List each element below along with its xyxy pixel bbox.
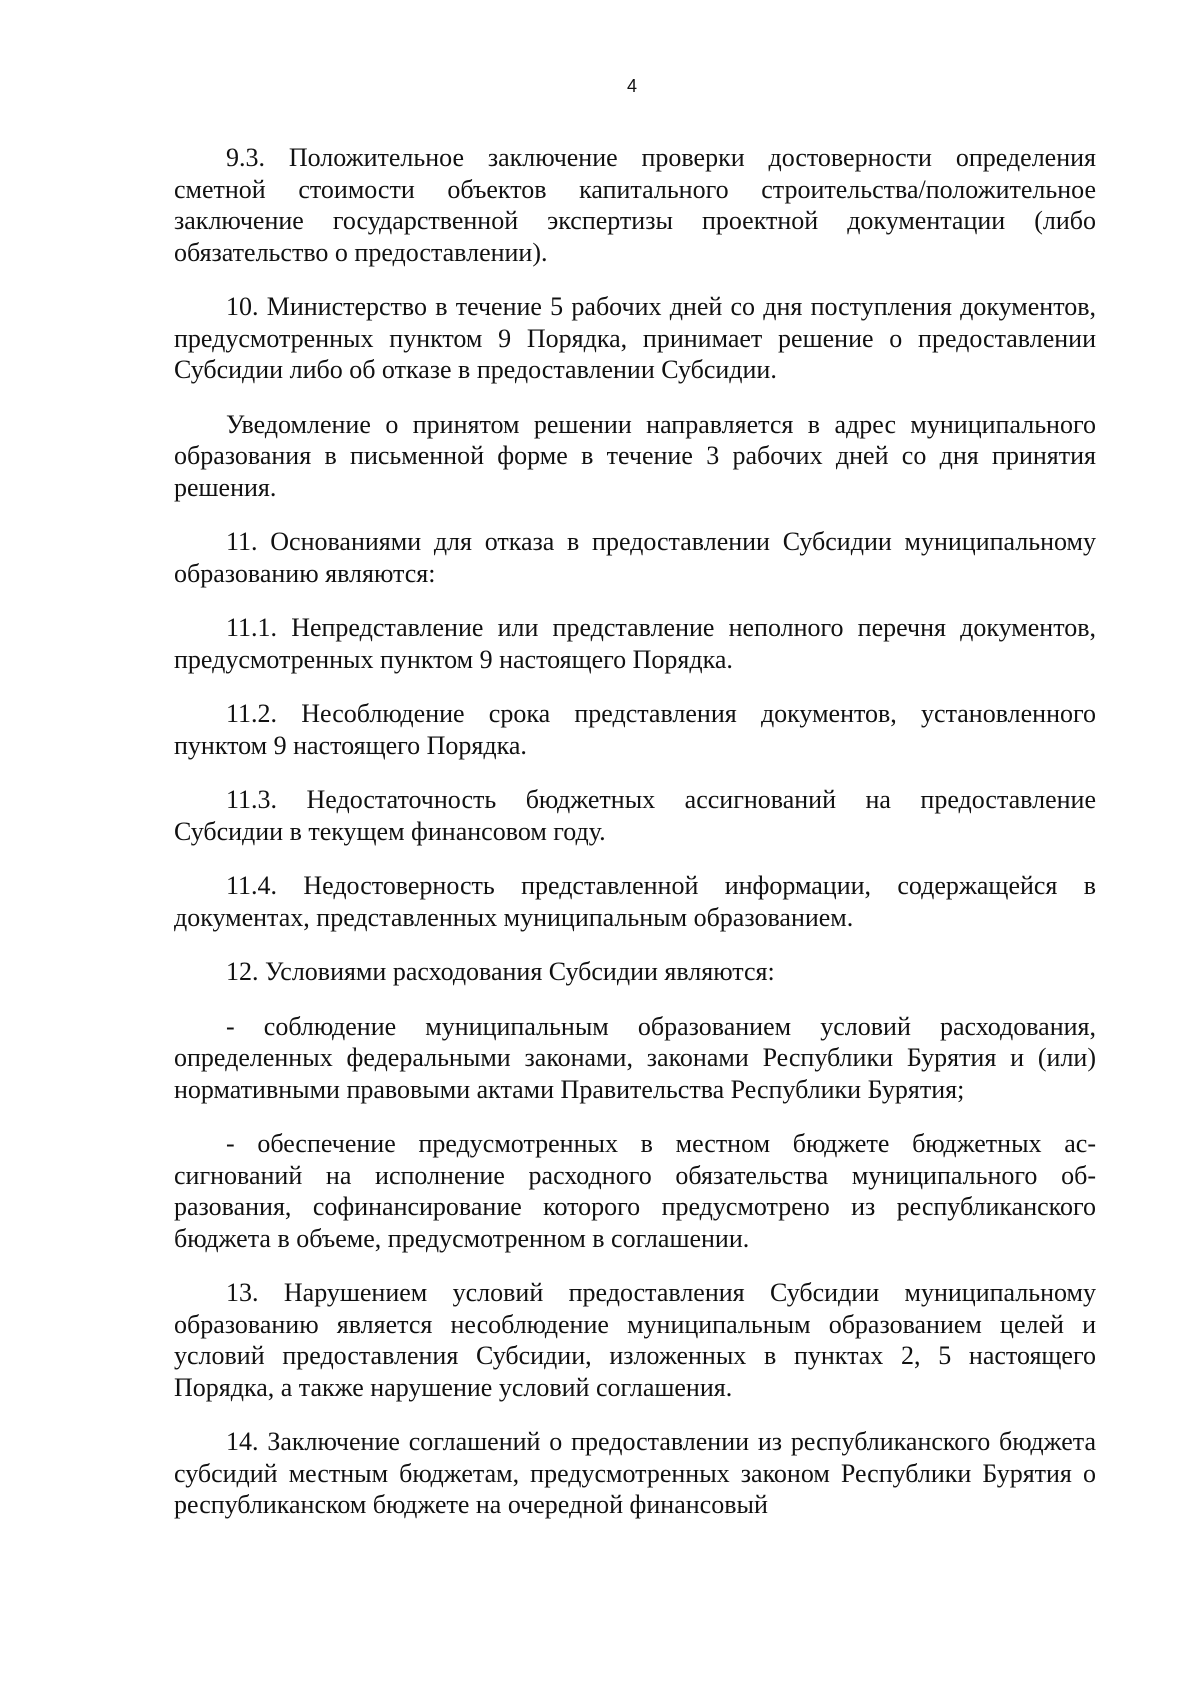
paragraph-11: 11. Основаниями для отказа в предоставлении Субсидии муниципальному образованию являются: xyxy=(174,527,1096,588)
paragraph-12-item-1: - соблюдение муниципальным образованием условий расходования, определенных федеральными законами, законами Республики Бурятия и (или) нормативными правовыми актами Правительства Республики Бурятия; xyxy=(174,1011,1096,1104)
paragraph-11-4: 11.4. Недостоверность представленной информации, содержащейся в документах, представленных муниципальным образованием. xyxy=(174,871,1096,932)
paragraph-notification: Уведомление о принятом решении направляется в адрес муниципального образования в письменной форме в течение 3 рабочих дней со дня принятия решения. xyxy=(174,409,1096,502)
paragraph-14: 14. Заключение соглашений о предоставлении из республиканского бюджета субсидий местным бюджетам, предусмотренных законом Республики Бурятия о республиканском бюджете на очередной финансовый xyxy=(174,1427,1096,1519)
paragraph-12-item-2: - обеспечение предусмотренных в местном бюджете бюджетных ассигнований на исполнение расходного обязательства муниципального образования, софинансирование которого предусмотрено из республиканского бюджета в объеме, предусмотренном в соглашении. xyxy=(174,1129,1096,1253)
paragraph-11-3: 11.3. Недостаточность бюджетных ассигнований на предоставление Субсидии в текущем финансовом году. xyxy=(174,785,1096,846)
paragraph-12: 12. Условиями расходования Субсидии являются: xyxy=(226,957,775,986)
paragraph-10: 10. Министерство в течение 5 рабочих дней со дня поступления документов, предусмотренных пунктом 9 Порядка, принимает решение о предоставлении Субсидии либо об отказе в предоставлении Субсидии. xyxy=(174,292,1096,384)
paragraph-11-2: 11.2. Несоблюдение срока представления документов, установленного пунктом 9 настоящего Порядка. xyxy=(174,699,1096,760)
document-body xyxy=(174,142,1096,1521)
paragraph-13: 13. Нарушением условий предоставления Субсидии муниципальному образованию является несоблюдение муниципальным образованием целей и условий предоставления Субсидии, изложенных в пунктах 2, 5 настоящего Порядка, а также нарушение условий соглашения. xyxy=(174,1278,1096,1402)
paragraph-11-1: 11.1. Непредставление или представление неполного перечня документов, предусмотренных пунктом 9 настоящего Порядка. xyxy=(174,613,1096,674)
paragraph-9-3: 9.3. Положительное заключение проверки достоверности определения сметной стоимости объектов капитального строительства/положительное заключение государственной экспертизы проектной документации (либо обязательство о предоставлении). xyxy=(174,143,1096,267)
page-number: 4 xyxy=(626,76,637,96)
